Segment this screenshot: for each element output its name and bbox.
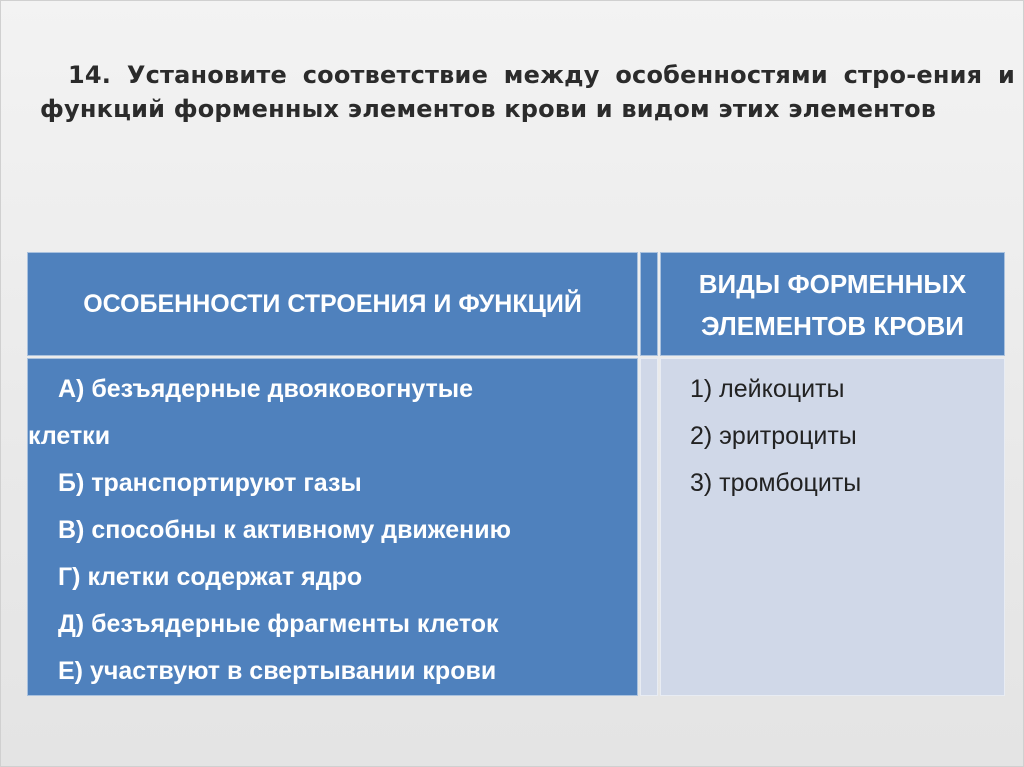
header-types-line-2: ЭЛЕМЕНТОВ КРОВИ — [701, 311, 964, 341]
header-features-label: ОСОБЕННОСТИ СТРОЕНИЯ И ФУНКЦИЙ — [83, 289, 582, 318]
feature-b: Б) транспортируют газы — [58, 469, 362, 497]
header-types-line-1: ВИДЫ ФОРМЕННЫХ — [698, 269, 967, 299]
feature-a-continued: клетки — [28, 422, 111, 450]
features-list — [27, 358, 638, 696]
type-1: 1) лейкоциты — [690, 375, 845, 403]
feature-g: Г) клетки содержат ядро — [58, 563, 363, 591]
matching-table — [27, 252, 1005, 696]
question-text — [40, 58, 1015, 126]
question-number: 14. — [68, 61, 112, 89]
header-features — [27, 252, 638, 356]
feature-d: Д) безъядерные фрагменты клеток — [58, 610, 499, 638]
question-body: Установите соответствие между особенностями стро-ения и функций форменных элементов крови и видом этих элементов — [40, 61, 1016, 123]
type-2: 2) эритроциты — [690, 422, 857, 450]
types-list — [660, 358, 1005, 696]
feature-a: А) безъядерные двояковогнутые — [58, 375, 474, 403]
feature-v: В) способны к активному движению — [58, 516, 511, 544]
header-spacer — [640, 252, 658, 356]
feature-e: Е) участвуют в свертывании крови — [58, 657, 497, 685]
body-spacer — [640, 358, 658, 696]
type-3: 3) тромбоциты — [690, 469, 862, 497]
header-types — [660, 252, 1005, 356]
